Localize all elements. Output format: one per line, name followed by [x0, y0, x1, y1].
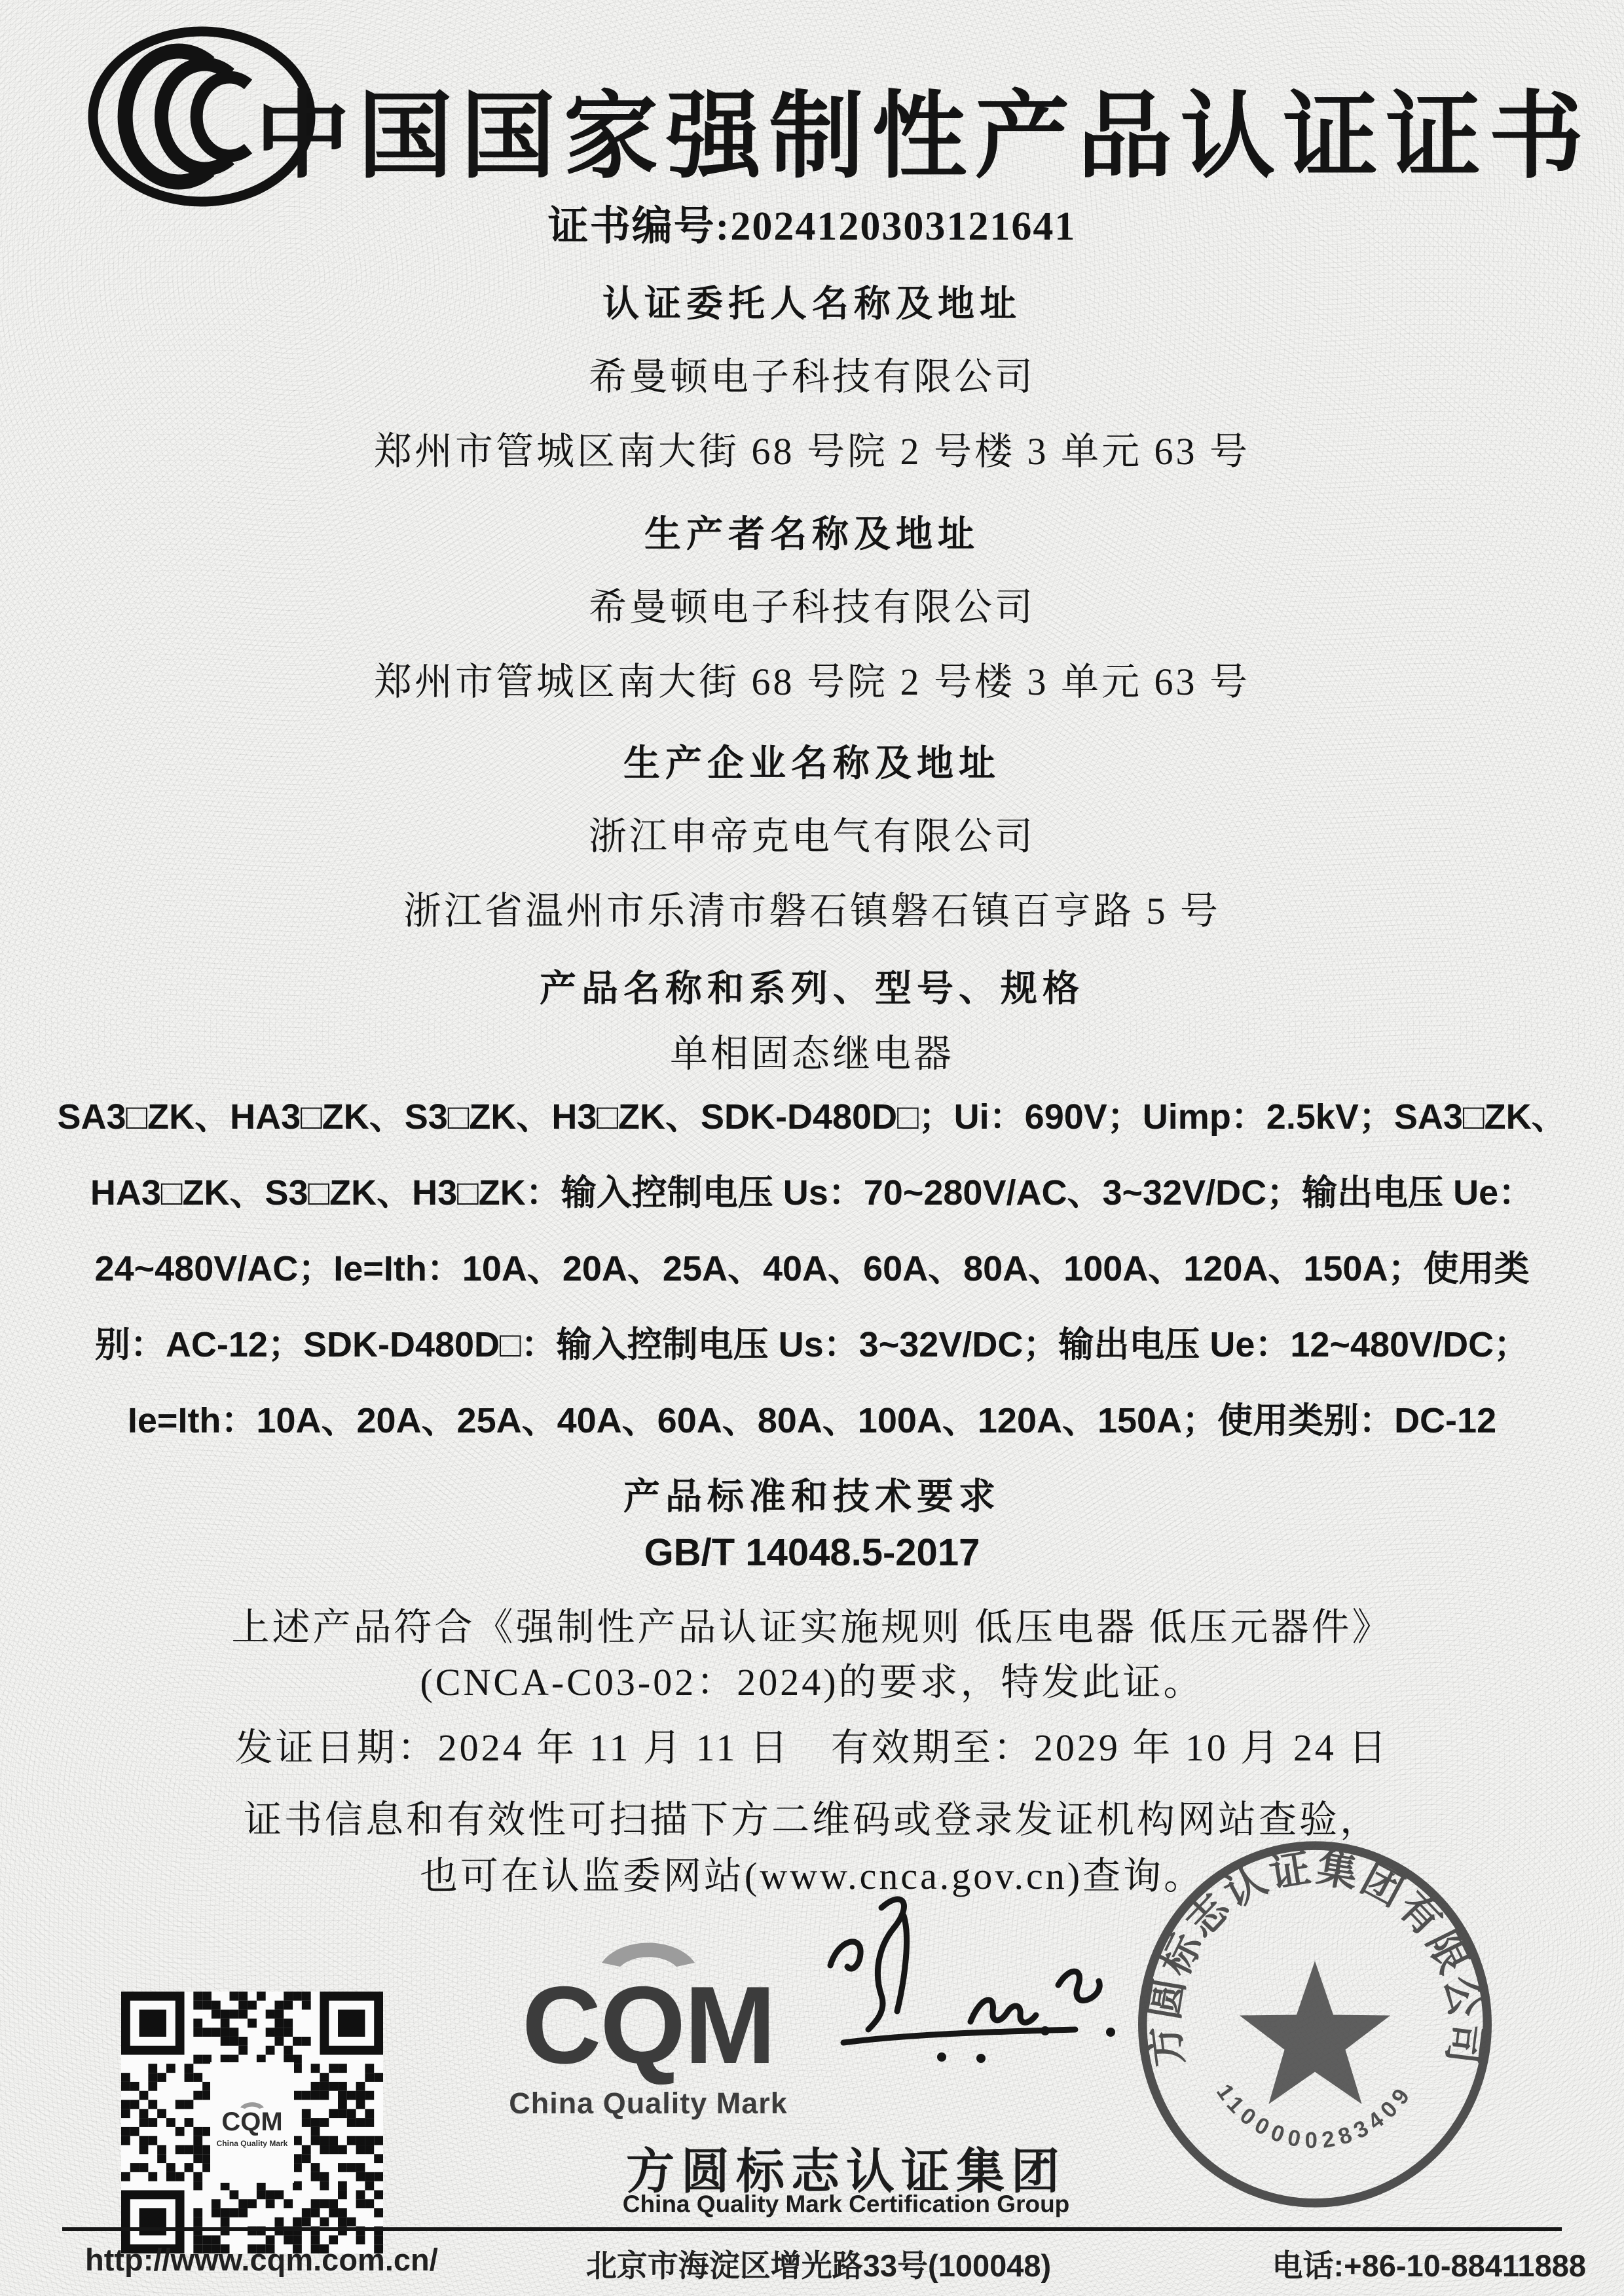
signature — [805, 1874, 1159, 2096]
statement-line-2: (CNCA-C03-02：2024)的要求，特发此证。 — [420, 1661, 1204, 1704]
verify-line-1: 证书信息和有效性可扫描下方二维码或登录发证机构网站查验， — [243, 1798, 1380, 1841]
qr-cqm-text: CQM — [221, 2107, 283, 2136]
verify-line-2: 也可在认监委网站(www.cnca.gov.cn)查询。 — [419, 1855, 1205, 1897]
certification-group-name-cn: 方圆标志认证集团 — [626, 2144, 1066, 2198]
cqm-logo — [498, 1926, 799, 2121]
spec-line-4: 别：AC-12；SDK-D480D□：输入控制电压 Us：3~32V/DC；输出电压 Ue：12~480V/DC； — [94, 1325, 1530, 1364]
page-title: 中国国家强制性产品认证证书 — [255, 85, 1592, 190]
product-name: 单相固态继电器 — [669, 1032, 954, 1075]
applicant-address: 郑州市管城区南大街 68 号院 2 号楼 3 单元 63 号 — [373, 430, 1250, 473]
issue-expiry-dates: 发证日期：2024 年 11 月 11 日 有效期至：2029 年 10 月 24 日 — [234, 1726, 1390, 1769]
producer-address: 郑州市管城区南大街 68 号院 2 号楼 3 单元 63 号 — [373, 661, 1250, 703]
section-heading-product: 产品名称和系列、型号、规格 — [540, 969, 1084, 1010]
verification-qr-code — [121, 1992, 383, 2253]
standard-value: GB/T 14048.5-2017 — [644, 1531, 980, 1574]
section-heading-manufacturer: 生产企业名称及地址 — [623, 744, 1001, 784]
section-heading-producer: 生产者名称及地址 — [644, 515, 980, 555]
product-spec-block — [0, 1079, 1624, 1459]
certification-group-name-en: China Quality Mark Certification Group — [622, 2191, 1070, 2217]
svg-text:1100000283409 — [1211, 2079, 1418, 2153]
qr-cqm-subtext: China Quality Mark — [216, 2139, 288, 2148]
seal-star-icon — [1240, 1961, 1390, 2104]
producer-name: 希曼顿电子科技有限公司 — [588, 586, 1035, 629]
spec-line-1: SA3□ZK、HA3□ZK、S3□ZK、H3□ZK、SDK-D480D□；Ui：690V；Uimp：2.5kV；SA3□ZK、 — [57, 1097, 1567, 1137]
manufacturer-name: 浙江申帝克电气有限公司 — [588, 815, 1035, 858]
spec-line-2: HA3□ZK、S3□ZK、H3□ZK：输入控制电压 Us：70~280V/AC、3~32V/DC；输出电压 Ue： — [90, 1173, 1534, 1212]
footer-address: 北京市海淀区增光路33号(100048) — [585, 2248, 1052, 2283]
statement-line-1: 上述产品符合《强制性产品认证实施规则 低压电器 低压元器件》 — [231, 1606, 1393, 1649]
certificate-number: 证书编号:2024120303121641 — [547, 204, 1077, 249]
cqm-letters: CQM — [522, 1963, 775, 2086]
seal-company-text: 方圆标志认证集团有限公司 — [1142, 1846, 1488, 2069]
spec-line-3: 24~480V/AC；Ie=Ith：10A、20A、25A、40A、60A、80A、100A、120A、150A；使用类 — [94, 1249, 1530, 1288]
seal-number-text: 1100000283409 — [1211, 2079, 1418, 2153]
cqm-tagline: China Quality Mark — [509, 2086, 788, 2120]
cqm-crown-icon — [593, 1926, 704, 1967]
section-heading-applicant: 认证委托人名称及地址 — [602, 284, 1022, 325]
footer-phone: 电话:+86-10-88411888 — [1272, 2248, 1586, 2283]
manufacturer-address: 浙江省温州市乐清市磐石镇磐石镇百亨路 5 号 — [403, 890, 1221, 932]
footer-website: http://www.cqm.com.cn/ — [85, 2242, 438, 2277]
company-seal — [1112, 1828, 1518, 2221]
section-heading-standard: 产品标准和技术要求 — [623, 1477, 1001, 1518]
applicant-name: 希曼顿电子科技有限公司 — [588, 355, 1035, 398]
spec-line-5: Ie=Ith：10A、20A、25A、40A、60A、80A、100A、120A、150A；使用类别：DC-12 — [127, 1401, 1497, 1440]
footer-divider — [62, 2227, 1562, 2231]
qr-center-label — [210, 2062, 294, 2183]
